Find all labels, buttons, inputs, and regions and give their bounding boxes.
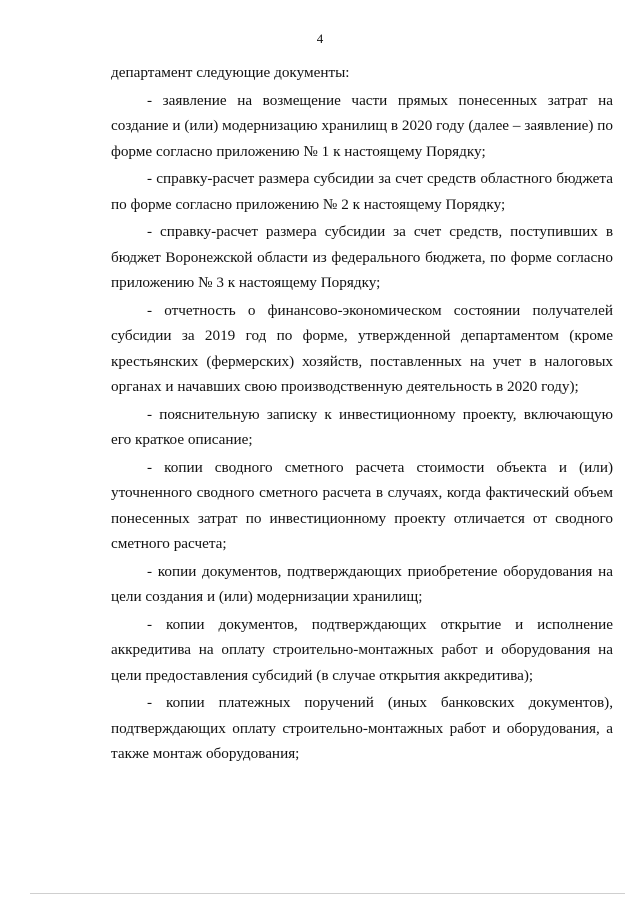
list-item: - справку-расчет размера субсидии за счет средств областного бюджета по форме согласно приложению № 2 к настоящему Порядку; <box>111 170 613 213</box>
page-number: 4 <box>316 31 324 46</box>
list-item: - копии платежных поручений (иных банковских документов), подтверждающих оплату строительно-монтажных работ и оборудования, а также монтаж оборудования; <box>111 694 613 762</box>
document-body <box>111 60 613 769</box>
list-item: - отчетность о финансово-экономическом состоянии получателей субсидии за 2019 год по форме, утвержденной департаментом (кроме крестьянских (фермерских) хозяйств, поставленных на учет в налоговых органах и начавших свою производственную деятельность в 2020 году); <box>111 301 613 395</box>
paragraph-intro: департамент следующие документы: <box>111 64 350 81</box>
bottom-divider <box>30 893 625 894</box>
list-item: - копии документов, подтверждающих открытие и исполнение аккредитива на оплату строительно-монтажных работ и оборудования на цели предоставления субсидий (в случае открытия аккредитива); <box>111 615 613 684</box>
list-item: - копии сводного сметного расчета стоимости объекта и (или) уточненного сводного сметного расчета в случаях, когда фактический объем понесенных затрат по инвестиционному проекту отличается от сводного сметного расчета; <box>111 458 613 552</box>
list-item: - справку-расчет размера субсидии за счет средств, поступивших в бюджет Воронежской области из федерального бюджета, по форме согласно приложению № 3 к настоящему Порядку; <box>111 223 613 291</box>
list-item: - заявление на возмещение части прямых понесенных затрат на создание и (или) модернизацию хранилищ в 2020 году (далее – заявление) по форме согласно приложению № 1 к настоящему Порядку; <box>111 91 613 160</box>
list-item: - копии документов, подтверждающих приобретение оборудования на цели создания и (или) модернизации хранилищ; <box>111 562 613 605</box>
list-item: - пояснительную записку к инвестиционному проекту, включающую его краткое описание; <box>111 405 613 448</box>
